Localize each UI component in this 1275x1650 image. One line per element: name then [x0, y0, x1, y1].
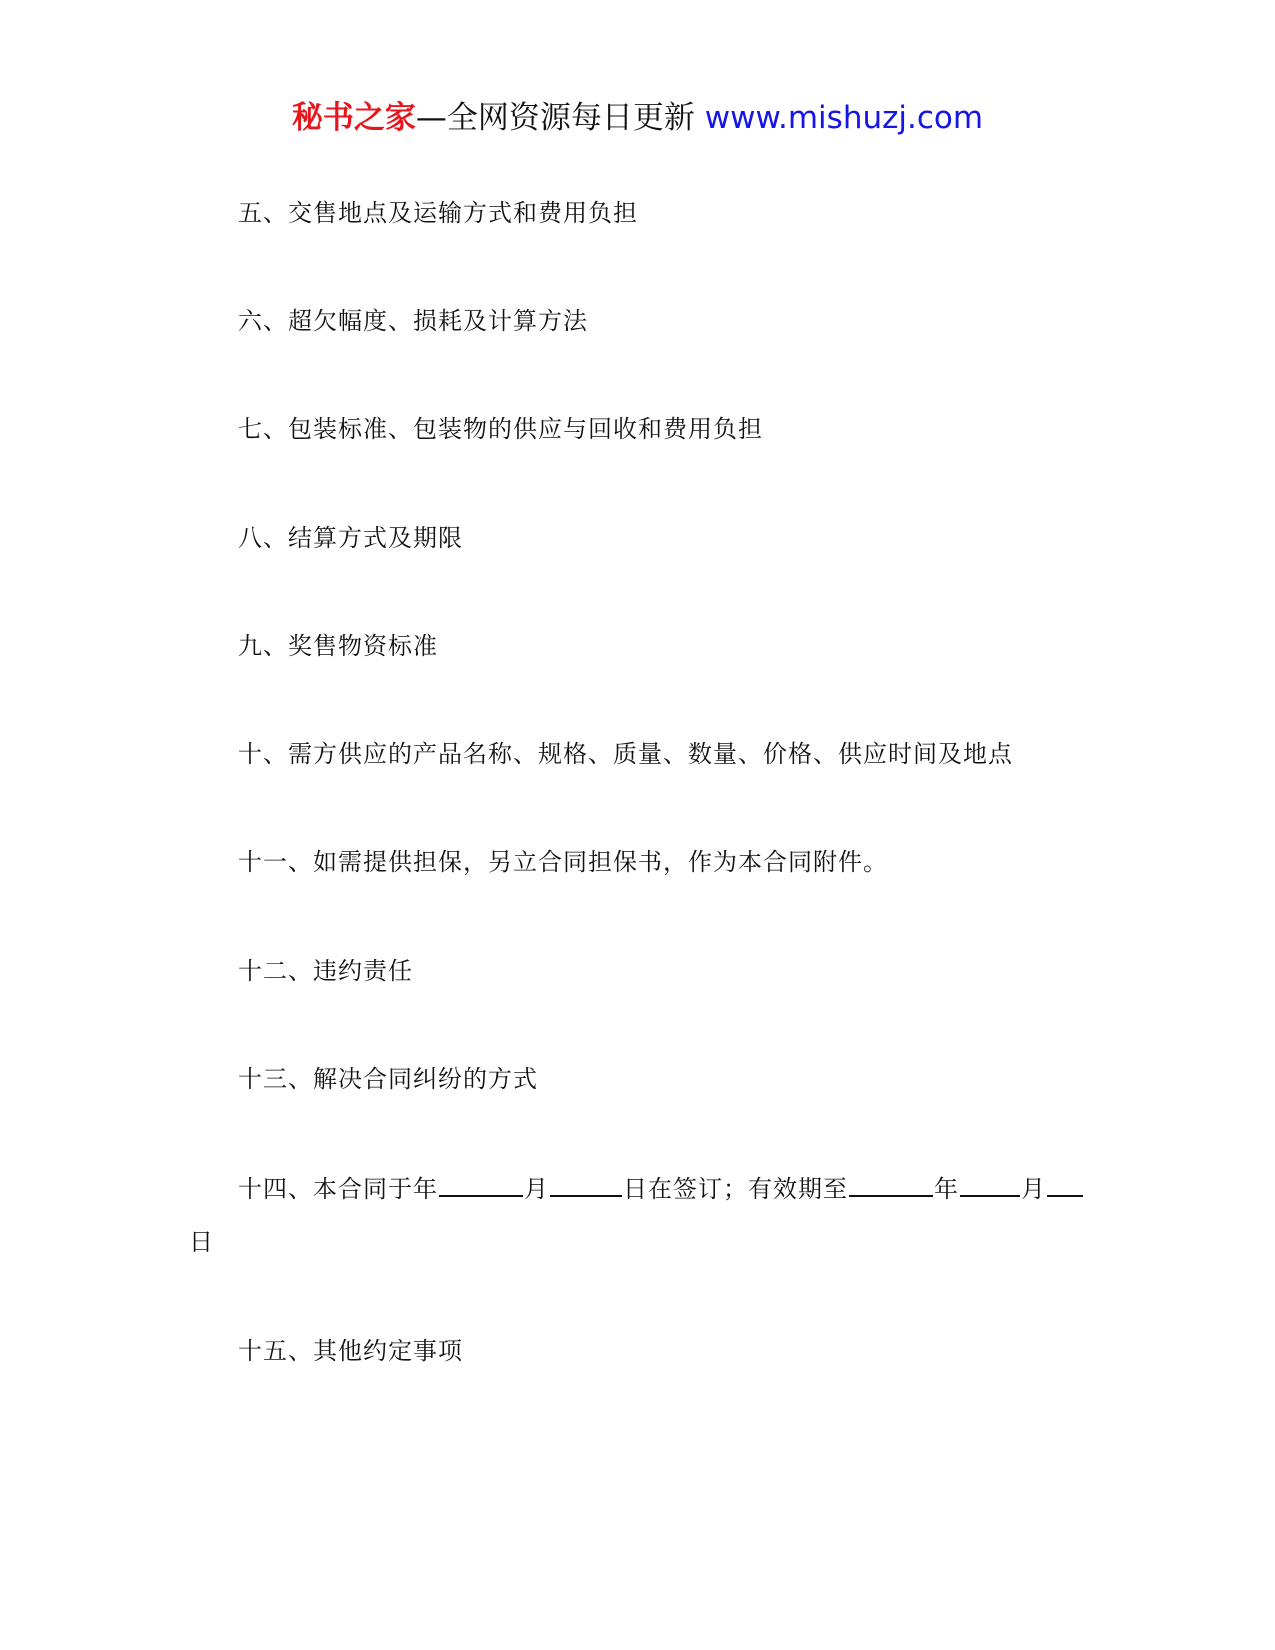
expiry-month-blank[interactable] — [960, 1175, 1020, 1197]
clause-8: 八、结算方式及期限 — [238, 524, 463, 552]
clause-15: 十五、其他约定事项 — [238, 1337, 463, 1365]
site-header — [0, 98, 1275, 138]
clause-11: 十一、如需提供担保，另立合同担保书，作为本合同附件。 — [238, 848, 888, 876]
sign-day-blank[interactable] — [550, 1175, 622, 1197]
clause-6: 六、超欠幅度、损耗及计算方法 — [238, 307, 588, 335]
clause-9: 九、奖售物资标准 — [238, 632, 438, 660]
site-brand: 秘书之家 — [291, 100, 416, 136]
clause-14-text-1: 十四、本合同于年 — [238, 1175, 438, 1203]
clause-10: 十、需方供应的产品名称、规格、质量、数量、价格、供应时间及地点 — [238, 740, 1013, 768]
clause-14-text-4: 年 — [934, 1175, 959, 1203]
clause-14-text-2: 月 — [524, 1175, 549, 1203]
clause-14-continuation: 日 — [189, 1228, 213, 1256]
clause-14 — [238, 1174, 1084, 1204]
expiry-year-blank[interactable] — [849, 1175, 933, 1197]
clause-7: 七、包装标准、包装物的供应与回收和费用负担 — [238, 415, 763, 443]
sign-month-blank[interactable] — [439, 1175, 523, 1197]
clause-5: 五、交售地点及运输方式和费用负担 — [238, 199, 638, 227]
clause-14-text-5: 月 — [1021, 1175, 1046, 1203]
clause-12: 十二、违约责任 — [238, 957, 413, 985]
site-url-link[interactable]: www.mishuzj.com — [704, 100, 984, 136]
clause-13: 十三、解决合同纠纷的方式 — [238, 1065, 538, 1093]
expiry-day-blank[interactable] — [1047, 1175, 1083, 1197]
clause-14-text-3: 日在签订；有效期至 — [623, 1175, 848, 1203]
site-slogan: —全网资源每日更新 — [415, 100, 705, 136]
